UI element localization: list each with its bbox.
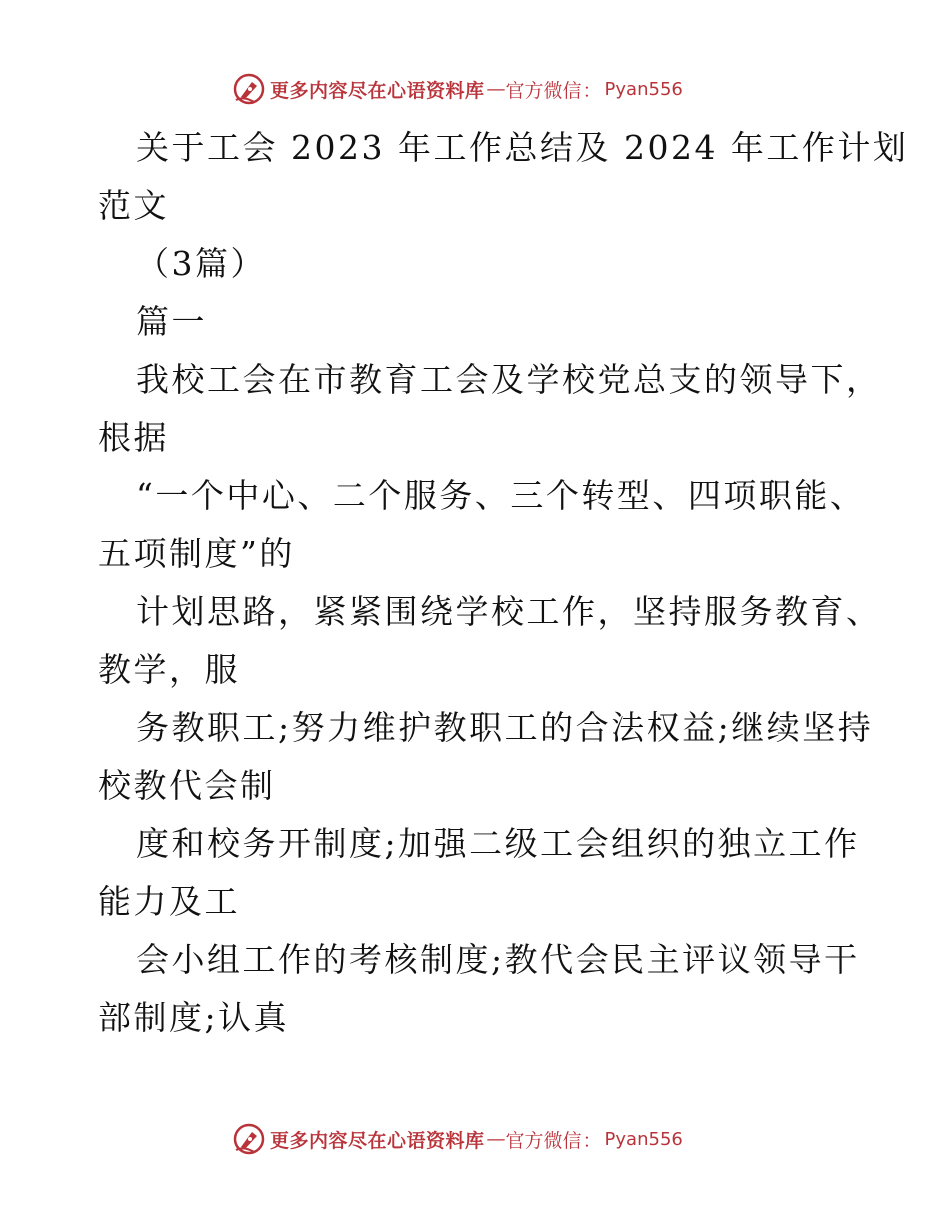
- pen-nib-icon: [232, 1122, 266, 1156]
- document-line: 务教职工;努力维护教职工的合法权益;继续坚持: [136, 708, 874, 747]
- watermark-wechat-id: Pyan556: [604, 78, 683, 100]
- watermark-separator: ：: [582, 1129, 602, 1152]
- watermark-dash: —: [486, 78, 504, 100]
- pen-nib-icon: [232, 72, 266, 106]
- document-line: 篇一: [136, 302, 207, 341]
- document-line: 关于工会 2023 年工作总结及 2024 年工作计划: [136, 128, 909, 167]
- document-line: 教学，服: [98, 650, 240, 689]
- watermark-brand: 更多内容尽在心语资料库: [270, 1129, 485, 1152]
- document-line: 范文: [98, 186, 169, 225]
- document-line: 部制度;认真: [98, 998, 290, 1037]
- document-body: [98, 123, 909, 1051]
- watermark-wechat-label: 官方微信: [505, 1129, 582, 1152]
- document-line: 会小组工作的考核制度;教代会民主评议领导干: [136, 940, 860, 979]
- document-line: 能力及工: [98, 882, 240, 921]
- watermark-wechat-id: Pyan556: [604, 1128, 683, 1150]
- document-line: 五项制度”的: [98, 534, 295, 573]
- watermark-brand: 更多内容尽在心语资料库: [270, 79, 485, 102]
- watermark-separator: ：: [582, 79, 602, 102]
- document-line: 根据: [98, 418, 169, 457]
- footer-watermark: [232, 1122, 683, 1156]
- document-line: 校教代会制: [98, 766, 276, 805]
- document-line: 度和校务开制度;加强二级工会组织的独立工作: [136, 824, 860, 863]
- document-line: 我校工会在市教育工会及学校党总支的领导下，: [136, 360, 882, 399]
- header-watermark: [232, 72, 683, 106]
- document-line: 计划思路，紧紧围绕学校工作，坚持服务教育、: [136, 592, 882, 631]
- watermark-wechat-label: 官方微信: [505, 79, 582, 102]
- watermark-dash: —: [486, 1128, 504, 1150]
- document-line: “一个中心、二个服务、三个转型、四项职能、: [136, 476, 866, 515]
- document-line: （3篇）: [136, 244, 266, 283]
